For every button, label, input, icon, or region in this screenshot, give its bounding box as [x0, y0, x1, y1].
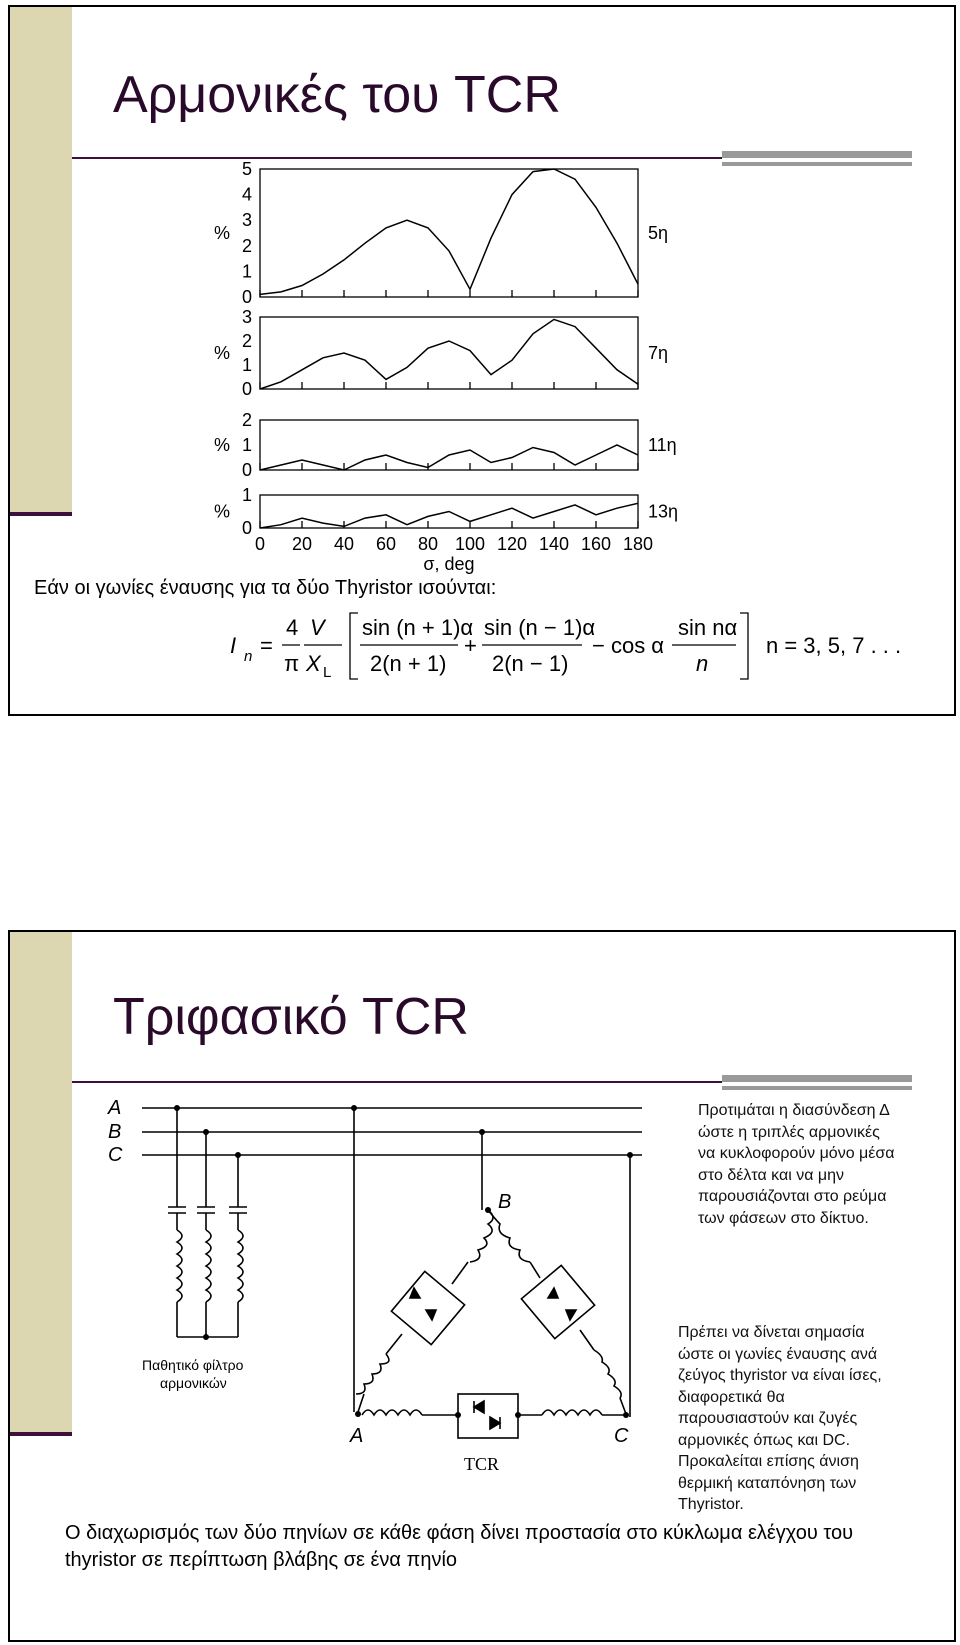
y-tick-label: 0 [241, 287, 252, 307]
y-tick-label: 0 [241, 460, 252, 480]
node-b-label: B [498, 1191, 512, 1213]
note-delta-connection: Προτιμάται η διασύνδεση Δ ώστε η τριπλές αρμονικές να κυκλοφορούν μόνο μέσα στο δέλτα και να μην παρουσιάζονται στο ρεύμα των φάσεων στο δίκτυο. [698, 1102, 895, 1227]
node-a-label: A [350, 1425, 364, 1447]
formula-xl: X [306, 651, 321, 676]
plot-frame [260, 317, 638, 389]
formula-t3-den: n [696, 651, 709, 676]
note-firing-angles: Πρέπει να δίνεται σημασία ώστε οι γωνίες έναυσης ανά ζεύγος thyristor να είναι ίσες, διαφορετικά θα παρουσιαστούν και ζυγές αρμονικές όπως και DC. Προκαλείται επίσης άνιση θερμική καταπόνηση των Thyristor. [678, 1324, 882, 1513]
formula-minus-cos: − cos α [592, 633, 665, 658]
accent-bar [10, 932, 72, 1432]
condition-text: Εάν οι γωνίες έναυσης για τα δύο Thyristor ισούνται: [34, 577, 497, 599]
tcr-label: TCR [464, 1454, 500, 1474]
title-divider [72, 1081, 722, 1083]
phase-label-c: C [108, 1144, 123, 1166]
y-tick-label: 0 [241, 379, 252, 399]
formula-v: V [310, 615, 325, 640]
slide-title: Τριφασικό TCR [113, 988, 469, 1046]
x-tick-label: 60 [375, 534, 397, 554]
slide-three-phase-tcr [8, 930, 956, 1642]
formula-eq: = [260, 633, 273, 658]
series-label: 13η [648, 501, 679, 522]
y-tick-label: 0 [241, 518, 252, 538]
harmonics-chart [210, 157, 910, 597]
footer-text: Ο διαχωρισμός των δύο πηνίων σε κάθε φάση δίνει προστασία στο κύκλωμα ελέγχου του thyristor σε περίπτωση βλάβης σε ένα πηνίο [65, 1522, 854, 1571]
y-tick-label: 2 [241, 331, 252, 351]
formula-t3-num: sin nα [678, 615, 738, 640]
y-tick-label: 3 [241, 307, 252, 327]
x-tick-label: 80 [417, 534, 439, 554]
x-tick-label: 180 [622, 534, 654, 554]
filter-label: αρμονικών [160, 1375, 227, 1391]
y-axis-label: % [214, 343, 231, 363]
three-phase-tcr-diagram [102, 1092, 672, 1522]
accent-bar [10, 7, 72, 512]
y-tick-label: 4 [241, 184, 252, 205]
y-axis-label: % [214, 223, 231, 243]
slide-harmonics [8, 5, 956, 716]
y-tick-label: 1 [241, 355, 252, 375]
node-c-label: C [614, 1425, 629, 1447]
y-tick-label: 2 [241, 235, 252, 256]
x-tick-label: 20 [291, 534, 313, 554]
series-label: 5η [648, 223, 669, 243]
x-tick-label: 40 [333, 534, 355, 554]
x-tick-label: 140 [538, 534, 570, 554]
formula-lhs: I [230, 633, 237, 658]
slide-title: Αρμονικές του TCR [113, 66, 561, 124]
y-tick-label: 5 [241, 159, 252, 179]
formula-t1-den: 2(n + 1) [370, 651, 447, 676]
accent-line [10, 512, 72, 516]
series-line-11η [260, 445, 638, 470]
x-tick-label: 160 [580, 534, 612, 554]
y-tick-label: 1 [241, 435, 252, 455]
phase-label-b: B [108, 1121, 122, 1143]
formula-coef-den: π [284, 651, 300, 676]
y-axis-label: % [214, 501, 231, 522]
formula-plus: + [464, 633, 477, 658]
x-axis-label: σ, deg [423, 554, 475, 574]
y-tick-label: 1 [241, 485, 252, 505]
phase-label-a: A [108, 1097, 122, 1119]
harmonic-formula [220, 605, 920, 685]
y-axis-label: % [214, 435, 231, 455]
formula-coef-num: 4 [286, 615, 299, 640]
y-tick-label: 3 [241, 210, 252, 231]
formula-t2-num: sin (n − 1)α [484, 615, 596, 640]
accent-line [10, 1432, 72, 1436]
series-line-7η [260, 319, 638, 389]
decor-stripe [722, 1086, 912, 1090]
formula-xl-sub: L [323, 664, 332, 681]
formula-lhs-sub: n [244, 648, 253, 665]
x-tick-label: 120 [496, 534, 528, 554]
filter-label: Παθητικό φίλτρο [142, 1357, 244, 1373]
formula-t2-den: 2(n − 1) [492, 651, 569, 676]
y-tick-label: 1 [241, 261, 252, 282]
series-label: 11η [648, 435, 677, 455]
formula-n-values: n = 3, 5, 7 . . . [766, 633, 902, 658]
series-line-5η [260, 169, 638, 294]
decor-stripe [722, 1075, 912, 1082]
y-tick-label: 2 [241, 410, 252, 430]
formula-t1-num: sin (n + 1)α [362, 615, 474, 640]
x-tick-label: 100 [454, 534, 486, 554]
x-tick-label: 0 [254, 534, 266, 554]
series-line-13η [260, 503, 638, 528]
series-label: 7η [648, 343, 669, 363]
